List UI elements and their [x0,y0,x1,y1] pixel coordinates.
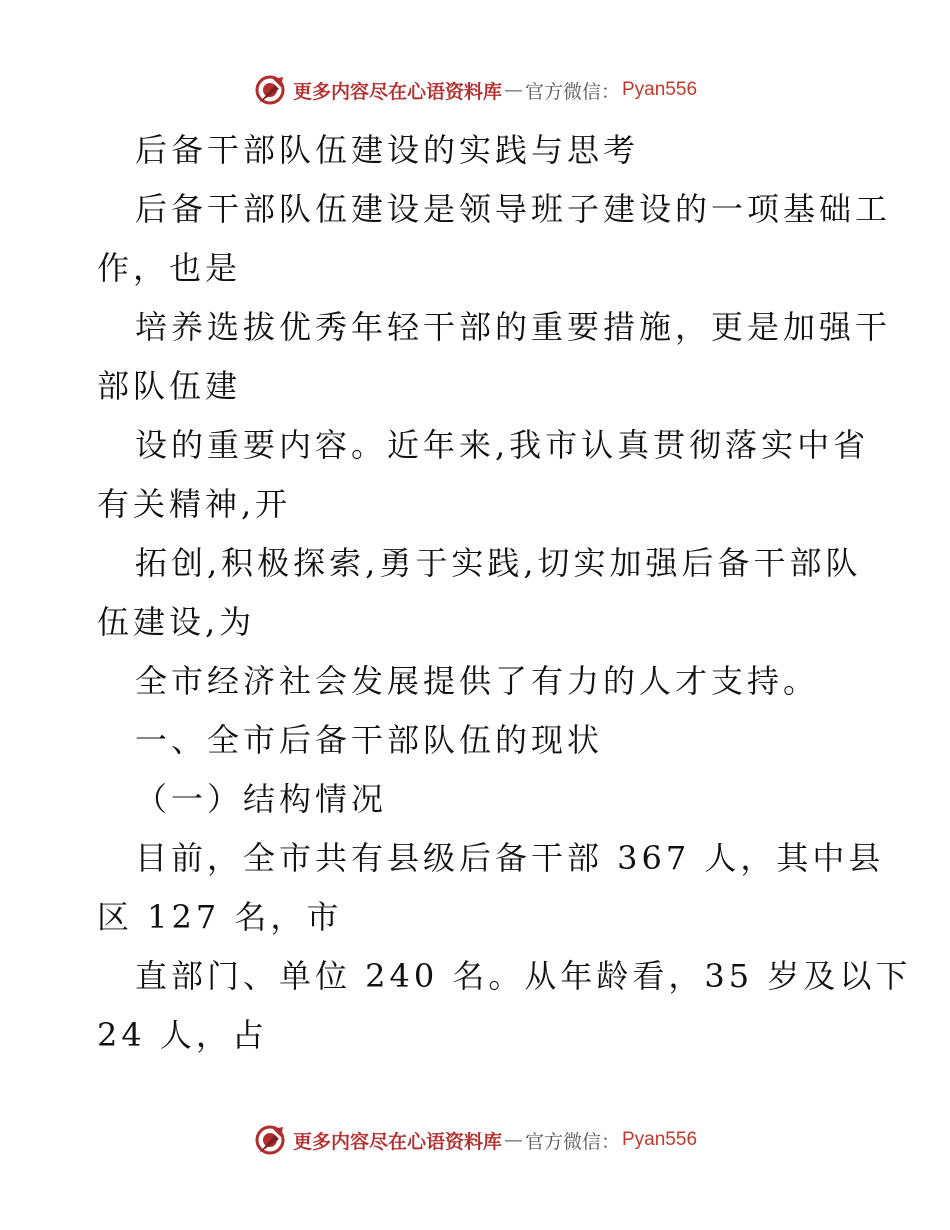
paragraph-line: 设的重要内容。近年来,我市认真贯彻落实中省 [135,426,870,464]
watermark-official-label: 官方微信： [524,80,620,103]
paragraph-line: 后备干部队伍建设是领导班子建设的一项基础工 [135,190,892,228]
paragraph-line: 区 127 名，市 [97,898,343,936]
watermark-official-label: 官方微信： [524,1130,620,1153]
pen-logo-icon [253,1123,287,1157]
paragraph-line: 24 人，占 [97,1016,268,1054]
watermark-main-text: 更多内容尽在心语资料库 [292,80,502,103]
document-body [97,121,912,1065]
paragraph-line: 培养选拔优秀年轻干部的重要措施，更是加强干 [135,308,892,346]
paragraph-line: 拓创,积极探索,勇于实践,切实加强后备干部队 [135,544,862,582]
watermark-wechat-id: Pyan556 [622,79,698,100]
paragraph-line: 目前，全市共有县级后备干部 367 人，其中县 [135,839,885,877]
watermark-separator: — [503,1129,523,1151]
paragraph-line: 伍建设,为 [97,603,256,641]
subsection-heading: （一）结构情况 [135,780,388,818]
paragraph-line: 直部门、单位 240 名。从年龄看，35 岁及以下 [135,957,912,995]
header-watermark [0,70,950,110]
section-heading: 一、全市后备干部队伍的现状 [135,721,604,759]
pen-logo-icon [253,73,287,107]
footer-watermark [0,1120,950,1160]
paragraph-line: 部队伍建 [97,367,242,405]
watermark-wechat-id: Pyan556 [622,1129,698,1150]
paragraph-line: 有关精神,开 [97,485,292,523]
document-title: 后备干部队伍建设的实践与思考 [135,131,640,169]
watermark-main-text: 更多内容尽在心语资料库 [292,1130,502,1153]
paragraph-line: 全市经济社会发展提供了有力的人才支持。 [135,662,820,700]
watermark-separator: — [503,79,523,101]
paragraph-line: 作，也是 [97,249,242,287]
